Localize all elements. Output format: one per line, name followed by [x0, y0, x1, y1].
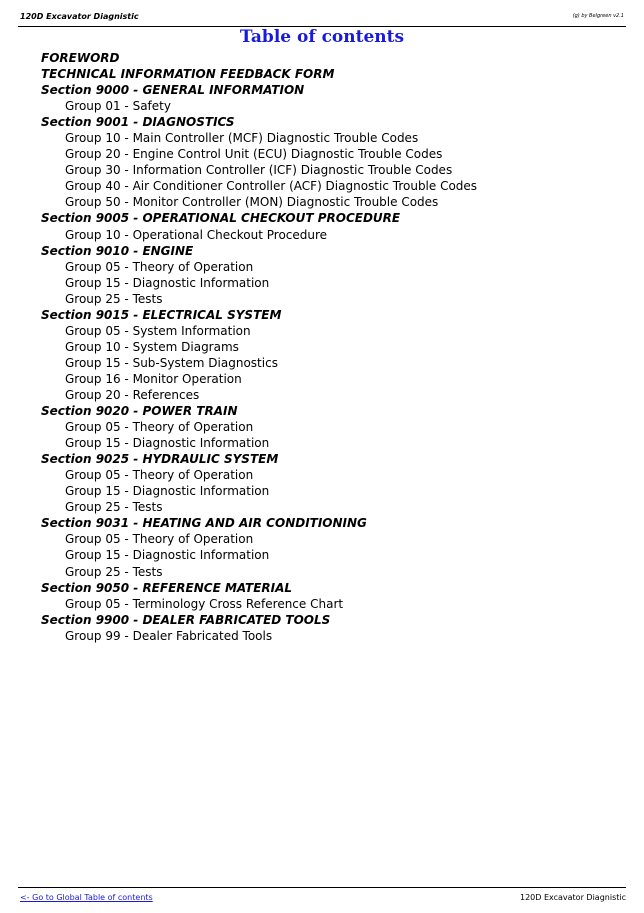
toc-group-link[interactable]: Group 16 - Monitor Operation [65, 371, 242, 386]
toc-group-link[interactable]: Group 25 - Tests [65, 564, 163, 579]
toc-group-link[interactable]: Group 25 - Tests [65, 500, 163, 515]
toc-section-link[interactable]: Section 9010 - ENGINE [41, 243, 194, 258]
global-toc-link[interactable]: <- Go to Global Table of contents [20, 893, 153, 902]
toc-group-link[interactable]: Group 15 - Diagnostic Information [65, 275, 270, 290]
toc-group-link[interactable]: Group 40 - Air Conditioner Controller (ACF) Diagnostic Trouble Codes [65, 179, 478, 194]
toc-group-link[interactable]: Group 01 - Safety [65, 99, 171, 114]
table-of-contents [41, 50, 621, 644]
toc-section-link[interactable]: Section 9900 - DEALER FABRICATED TOOLS [41, 612, 331, 627]
toc-group-link[interactable]: Group 20 - References [65, 387, 200, 402]
page-footer [18, 887, 626, 906]
header-credit: (g) by Belgreen v2.1 [572, 13, 624, 19]
toc-group-link[interactable]: Group 10 - System Diagrams [65, 339, 239, 354]
footer-title: 120D Excavator Diagnistic [519, 893, 626, 902]
page-header [18, 10, 626, 27]
toc-group-link[interactable]: Group 15 - Sub-System Diagnostics [65, 355, 278, 370]
toc-section-link[interactable]: Section 9015 - ELECTRICAL SYSTEM [41, 307, 282, 322]
toc-section-link[interactable]: TECHNICAL INFORMATION FEEDBACK FORM [41, 67, 335, 82]
toc-group-link[interactable]: Group 05 - Theory of Operation [65, 468, 254, 483]
toc-group-link[interactable]: Group 05 - System Information [65, 323, 251, 338]
header-title: 120D Excavator Diagnistic [20, 12, 139, 21]
toc-section-link[interactable]: FOREWORD [41, 51, 120, 65]
toc-section-link[interactable]: Section 9005 - OPERATIONAL CHECKOUT PROCEDURE [41, 211, 401, 226]
toc-section-link[interactable]: Section 9020 - POWER TRAIN [41, 404, 238, 419]
toc-section-link[interactable]: Section 9000 - GENERAL INFORMATION [41, 83, 305, 98]
toc-group-link[interactable]: Group 15 - Diagnostic Information [65, 484, 270, 499]
page-title: Table of contents [239, 27, 405, 47]
toc-section-link[interactable]: Section 9025 - HYDRAULIC SYSTEM [41, 452, 279, 467]
toc-section-link[interactable]: Section 9001 - DIAGNOSTICS [41, 115, 235, 130]
toc-group-link[interactable]: Group 05 - Theory of Operation [65, 420, 254, 435]
toc-group-link[interactable]: Group 30 - Information Controller (ICF) Diagnostic Trouble Codes [65, 163, 453, 178]
toc-group-link[interactable]: Group 10 - Operational Checkout Procedure [65, 227, 328, 242]
toc-section-link[interactable]: Section 9031 - HEATING AND AIR CONDITIONING [41, 516, 367, 531]
toc-section-link[interactable]: Section 9050 - REFERENCE MATERIAL [41, 580, 293, 595]
toc-group-link[interactable]: Group 10 - Main Controller (MCF) Diagnostic Trouble Codes [65, 131, 419, 146]
toc-group-link[interactable]: Group 20 - Engine Control Unit (ECU) Diagnostic Trouble Codes [65, 147, 443, 162]
toc-group-link[interactable]: Group 05 - Theory of Operation [65, 532, 254, 547]
toc-group-link[interactable]: Group 15 - Diagnostic Information [65, 436, 270, 451]
toc-group-link[interactable]: Group 15 - Diagnostic Information [65, 548, 270, 563]
toc-group-link[interactable]: Group 99 - Dealer Fabricated Tools [65, 628, 273, 643]
toc-group-link[interactable]: Group 05 - Terminology Cross Reference Chart [65, 596, 344, 611]
toc-group-link[interactable]: Group 25 - Tests [65, 291, 163, 306]
toc-group-link[interactable]: Group 50 - Monitor Controller (MON) Diagnostic Trouble Codes [65, 195, 439, 210]
toc-group-link[interactable]: Group 05 - Theory of Operation [65, 259, 254, 274]
